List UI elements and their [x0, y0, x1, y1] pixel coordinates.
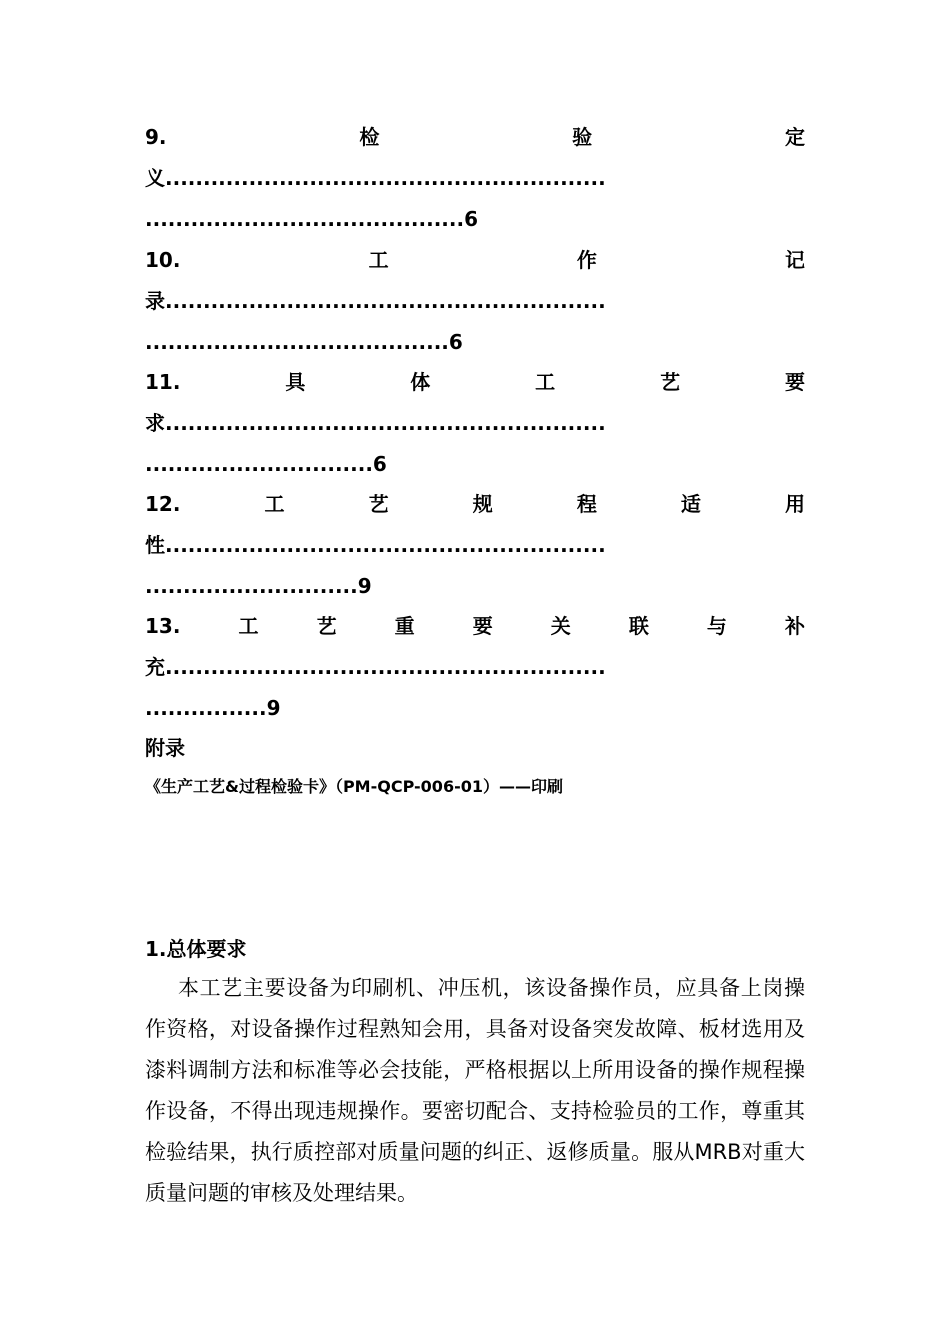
toc-word: 程 [576, 492, 597, 516]
toc-entry-10-title[interactable] [145, 246, 805, 274]
toc-word: 12. [145, 492, 181, 516]
toc-word: 记 [785, 248, 805, 272]
toc-entry-12-page[interactable]: ............................9 [145, 574, 372, 598]
toc-word: 工 [264, 492, 285, 516]
toc-word: 补 [784, 614, 805, 638]
toc-entry-12-leader[interactable]: 性.......................................................... [145, 533, 606, 557]
toc-word: 重 [394, 614, 415, 638]
toc-word: 具 [285, 370, 306, 394]
toc-word: 艺 [316, 614, 337, 638]
toc-entry-12-title[interactable] [145, 490, 805, 518]
toc-word: 与 [706, 614, 727, 638]
section-1-body: 本工艺主要设备为印刷机、冲压机，该设备操作员，应具备上岗操作资格，对设备操作过程熟知会用，具备对设备突发故障、板材选用及漆料调制方法和标准等必会技能，严格根据以上所用设备的操作规程操作设备，不得出现违规操作。要密切配合、支持检验员的工作，尊重其检验结果，执行质控部对质量问题的纠正、返修质量。服从MRB对重大质量问题的审核及处理结果。 [145, 976, 805, 1205]
toc-word: 联 [628, 614, 649, 638]
toc-entry-13-leader[interactable]: 充.......................................................... [145, 655, 606, 679]
toc-word: 定 [785, 125, 805, 149]
toc-word: 要 [784, 370, 805, 394]
toc-word: 10. [145, 248, 181, 272]
toc-entry-13-page[interactable]: ................9 [145, 696, 281, 720]
toc-word: 工 [535, 370, 556, 394]
appendix-item[interactable]: 《生产工艺&过程检验卡》（PM-QCP-006-01）——印刷 [145, 777, 563, 796]
toc-entry-10-page[interactable]: ........................................6 [145, 330, 463, 354]
toc-entry-11-page[interactable]: ..............................6 [145, 452, 387, 476]
toc-entry-9-title[interactable] [145, 123, 805, 151]
toc-word: 工 [368, 248, 389, 272]
appendix-title: 附录 [145, 736, 185, 760]
toc-word: 艺 [660, 370, 681, 394]
toc-word: 13. [145, 614, 181, 638]
toc-word: 体 [410, 370, 431, 394]
toc-word: 9. [145, 125, 167, 149]
toc-word: 要 [472, 614, 493, 638]
toc-entry-10-leader[interactable]: 录.......................................................... [145, 289, 606, 313]
toc-word: 关 [550, 614, 571, 638]
toc-entry-9-page[interactable]: ..........................................6 [145, 207, 479, 231]
toc-word: 检 [359, 125, 380, 149]
toc-entry-11-leader[interactable]: 求.......................................................... [145, 411, 606, 435]
toc-word: 艺 [368, 492, 389, 516]
toc-word: 作 [576, 248, 597, 272]
section-1-title: 1.总体要求 [145, 937, 247, 961]
toc-entry-11-title[interactable] [145, 368, 805, 396]
toc-word: 11. [145, 370, 181, 394]
toc-entry-9-leader[interactable]: 义.......................................................... [145, 166, 606, 190]
toc-word: 用 [785, 492, 805, 516]
toc-word: 适 [680, 492, 701, 516]
toc-entry-13-title[interactable] [145, 612, 805, 640]
toc-word: 工 [238, 614, 259, 638]
toc-word: 验 [572, 125, 593, 149]
toc-word: 规 [472, 492, 493, 516]
